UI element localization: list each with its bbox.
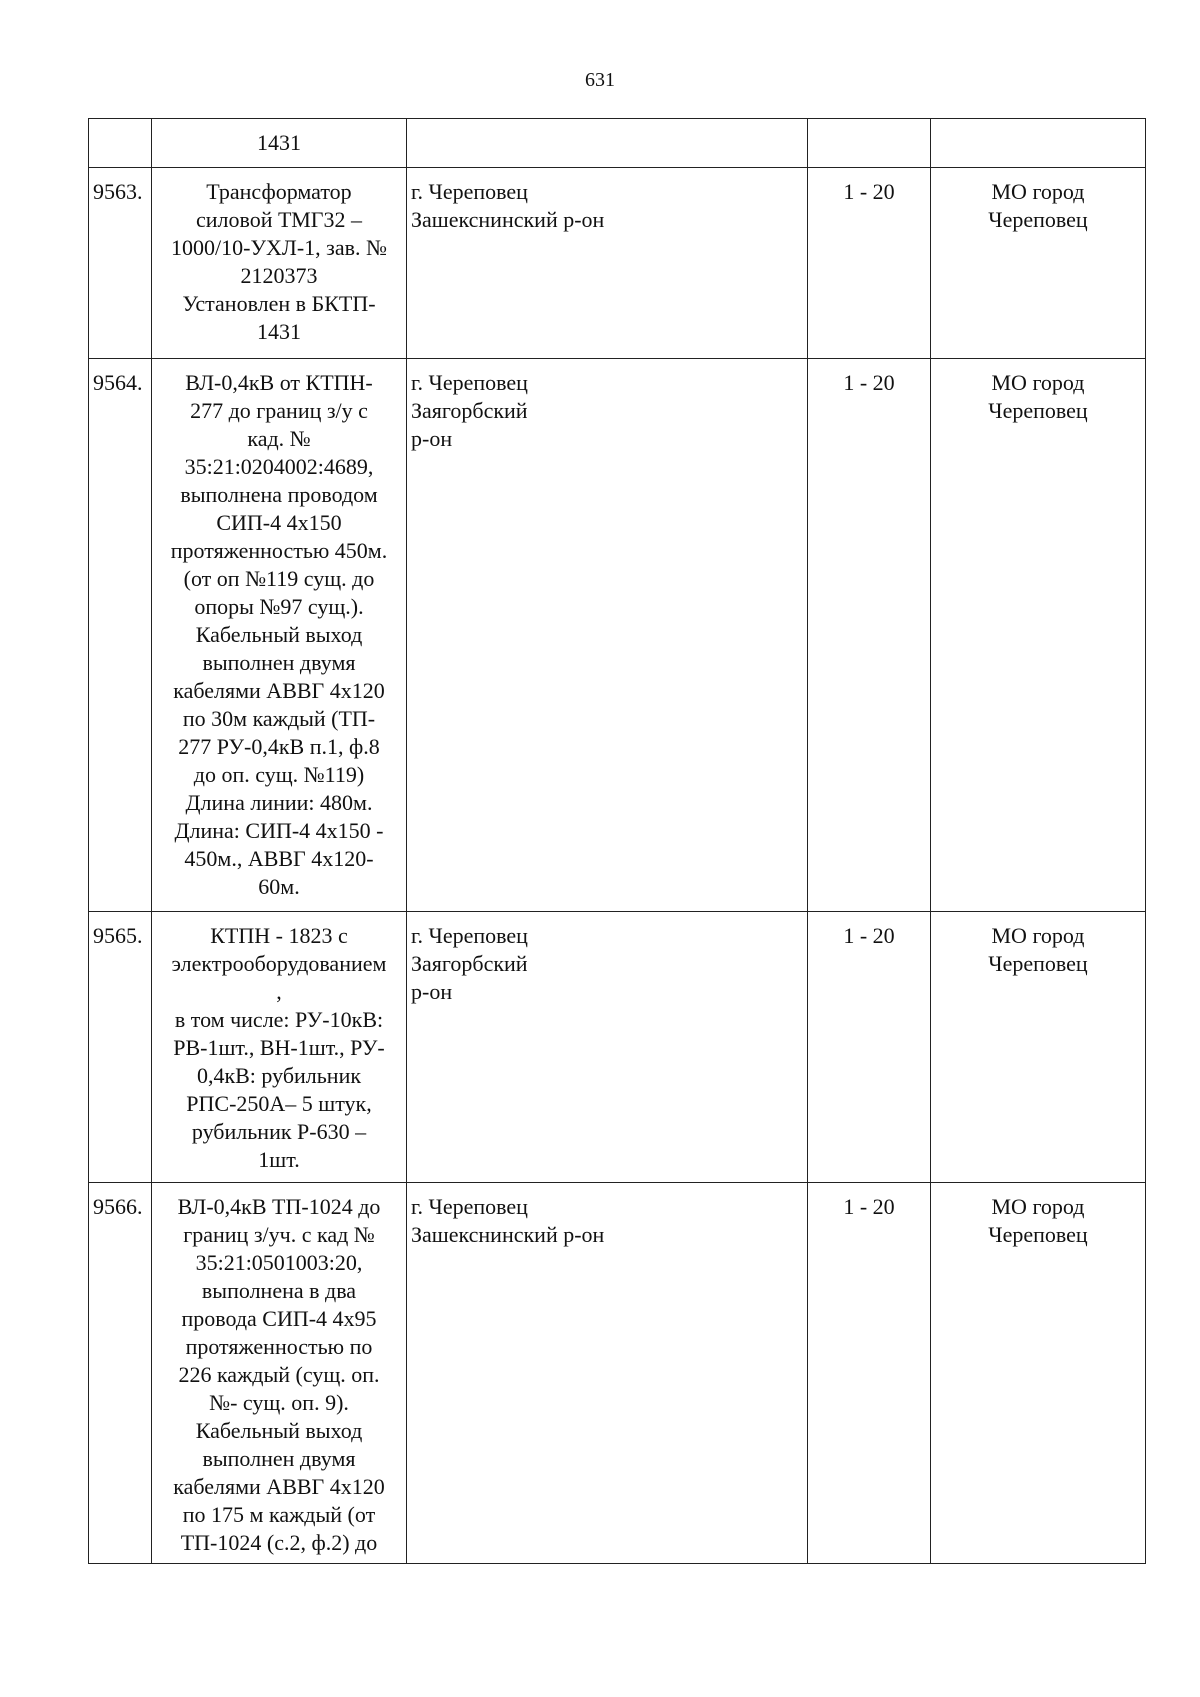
table-row [89,119,1146,168]
row-number [89,119,152,168]
table-row [89,168,1146,359]
object-owner [931,119,1146,168]
object-category: 1 - 20 [808,168,931,359]
object-description: ВЛ-0,4кВ от КТПН- 277 до границ з/у с кад. № 35:21:0204002:4689, выполнена проводом СИП-4 4х150 протяженностью 450м. (от оп №119 сущ. до опоры №97 сущ.). Кабельный выход выполнен двумя кабелями АВВГ 4х120 по 30м каждый (ТП- 277 РУ-0,4кВ п.1, ф.8 до оп. сущ. №119) Длина линии: 480м. Длина: СИП-4 4х150 - 450м., АВВГ 4х120- 60м. [152,359,407,912]
object-category [808,119,931,168]
object-address: г. Череповец Зашекснинский р-он [407,1183,808,1564]
object-description: Трансформатор силовой ТМГ32 – 1000/10-УХЛ-1, зав. № 2120373 Установлен в БКТП- 1431 [152,168,407,359]
object-description: 1431 [152,119,407,168]
object-category: 1 - 20 [808,1183,931,1564]
object-description: ВЛ-0,4кВ ТП-1024 до границ з/уч. с кад № 35:21:0501003:20, выполнена в два провода СИП-4 4х95 протяженностью по 226 каждый (сущ. оп. №- сущ. оп. 9). Кабельный выход выполнен двумя кабелями АВВГ 4х120 по 175 м каждый (от ТП-1024 (с.2, ф.2) до [152,1183,407,1564]
row-number: 9564. [89,359,152,912]
object-owner: МО город Череповец [931,1183,1146,1564]
object-address: г. Череповец Зашекснинский р-он [407,168,808,359]
object-address [407,119,808,168]
row-number: 9563. [89,168,152,359]
row-number: 9565. [89,912,152,1183]
object-address: г. Череповец Заягорбский р-он [407,912,808,1183]
row-number: 9566. [89,1183,152,1564]
object-owner: МО город Череповец [931,912,1146,1183]
table-row [89,1183,1146,1564]
object-owner: МО город Череповец [931,168,1146,359]
registry-table [88,118,1146,1564]
table-row [89,359,1146,912]
object-description: КТПН - 1823 с электрооборудованием , в том числе: РУ-10кВ: РВ-1шт., ВН-1шт., РУ- 0,4кВ: рубильник РПС-250А– 5 штук, рубильник Р-630 – 1шт. [152,912,407,1183]
object-address: г. Череповец Заягорбский р-он [407,359,808,912]
object-category: 1 - 20 [808,359,931,912]
page-number: 631 [585,69,615,91]
table-row [89,912,1146,1183]
object-owner: МО город Череповец [931,359,1146,912]
object-category: 1 - 20 [808,912,931,1183]
